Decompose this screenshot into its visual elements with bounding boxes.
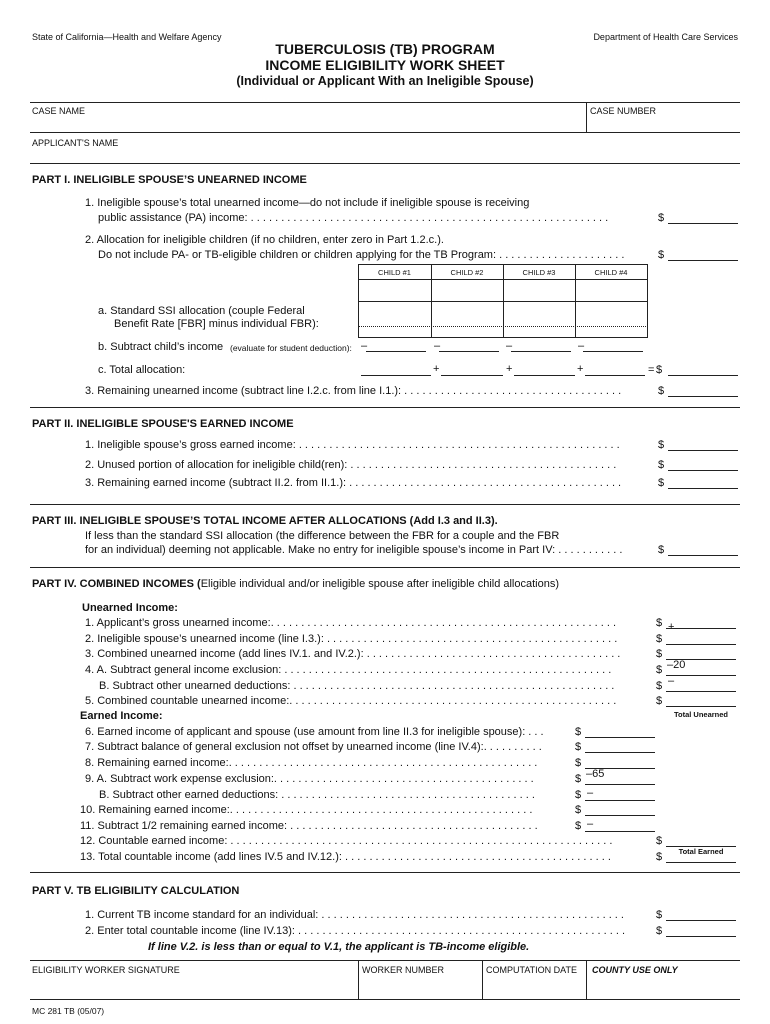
eligibility-note: If line V.2. is less than or equal to V.1, the applicant is TB-income eligible. [148,941,530,953]
part5-line1: 1. Current TB income standard for an individual: . . . . . . . . . . . . . . . . . . . . . . . . . . . . . . . . . . . . . . . . . . . . . . . . . . [85,909,624,921]
total-unearned-label: Total Unearned [673,710,729,719]
part2-line1-field[interactable] [668,450,738,451]
part3-line2: for an individual) deeming not applicable. Make no entry for ineligible spouse’s income in Part IV: . . . . . . . . . . . [85,544,623,556]
part1-line2-field[interactable] [668,260,738,261]
part1-total-allocation: c. Total allocation: [98,364,186,376]
county-use-only-label: COUNTY USE ONLY [592,965,678,975]
applicant-name-label: APPLICANT'S NAME [32,138,119,148]
part4-e7-field[interactable] [585,752,655,753]
unearned-income-heading: Unearned Income: [82,602,178,614]
part4-u1: 1. Applicant’s gross unearned income:. . . . . . . . . . . . . . . . . . . . . . . . . . . . . . . . . . . . . . . . . . . . . . . . . . . . . . . . . [85,617,617,629]
part4-u5-field[interactable] [666,706,736,707]
child2-income-field[interactable] [439,351,499,352]
part3-field[interactable] [668,555,738,556]
child3-income-field[interactable] [511,351,571,352]
part1-line1-field[interactable] [668,223,738,224]
part4-e9a: 9. A. Subtract work expense exclusion:. . . . . . . . . . . . . . . . . . . . . . . . . . . . . . . . . . . . . . . . . . . [85,773,534,785]
part1-subtract-child-income: b. Subtract child’s income [98,341,224,353]
case-number-label: CASE NUMBER [590,106,657,116]
part3-line1: If less than the standard SSI allocation (the difference between the FBR for a couple and the FBR [85,530,560,542]
case-name-label: CASE NAME [32,106,86,116]
general-exclusion-value: –20 [667,659,686,671]
part4-u5: 5. Combined countable unearned income:. . . . . . . . . . . . . . . . . . . . . . . . . . . . . . . . . . . . . . . . . . . . . . . . . . . . . . [85,695,617,707]
child4-header: CHILD #4 [594,268,628,277]
part2-line1: 1. Ineligible spouse’s gross earned income: . . . . . . . . . . . . . . . . . . . . . . . . . . . . . . . . . . . . . . . . . . . . . . . . . . . . . [85,439,620,451]
part4-e7: 7. Subtract balance of general exclusion not offset by unearned income (line IV.4):. . . . . . . . . . [85,741,542,753]
part1-title: PART I. INELIGIBLE SPOUSE’S UNEARNED INCOME [32,174,307,186]
part4-e6: 6. Earned income of applicant and spouse (use amount from line II.3 for ineligible spouse): . . . [85,726,544,738]
part4-e9b: B. Subtract other earned deductions: . . . . . . . . . . . . . . . . . . . . . . . . . . . . . . . . . . . . . . . . . . [99,789,535,801]
form-subtitle: (Individual or Applicant With an Ineligible Spouse) [236,74,534,88]
part2-line2-field[interactable] [668,470,738,471]
total-earned-label: Total Earned [678,847,724,856]
part1-line1a: 1. Ineligible spouse’s total unearned income—do not include if ineligible spouse is receiving [85,197,530,209]
part3-title: PART III. INELIGIBLE SPOUSE’S TOTAL INCOME AFTER ALLOCATIONS (Add I.3 and II.3). [32,515,498,527]
child2-total-field[interactable] [441,375,503,376]
part4-e13-field[interactable] [666,862,736,863]
part4-e13: 13. Total countable income (add lines IV.5 and IV.12.): . . . . . . . . . . . . . . . . . . . . . . . . . . . . . . . . . . . . . . . . . . . . [80,851,611,863]
part1-student-note: (evaluate for student deduction): [230,343,352,353]
child1-header: CHILD #1 [378,268,411,277]
part5-line2-field[interactable] [666,936,736,937]
part4-e10-field[interactable] [585,815,655,816]
form-title-1: TUBERCULOSIS (TB) PROGRAM [275,41,495,57]
part4-u4b-field[interactable] [666,691,736,692]
part4-e12: 12. Countable earned income: . . . . . . . . . . . . . . . . . . . . . . . . . . . . . . . . . . . . . . . . . . . . . . . . . . . . . . . . . . . . . . . [80,835,613,847]
worker-signature-field[interactable]: ELIGIBILITY WORKER SIGNATURE [32,965,180,975]
child3-header: CHILD #3 [522,268,556,277]
part1-std-alloc-1: a. Standard SSI allocation (couple Federal [98,305,305,317]
computation-date-field[interactable]: COMPUTATION DATE [486,965,577,975]
part4-u1-field[interactable] [666,628,736,629]
part4-u2-field[interactable] [666,644,736,645]
part1-std-alloc-2: Benefit Rate [FBR] minus individual FBR): [114,318,319,330]
part4-u2: 2. Ineligible spouse’s unearned income (line I.3.): . . . . . . . . . . . . . . . . . . . . . . . . . . . . . . . . . . . . . . . . . . . . . . . . [85,633,618,645]
part1-line2b: Do not include PA- or TB-eligible children or children applying for the TB Program: . . . . . . . . . . . . . . . . . . . . . [98,249,625,261]
part2-line3-field[interactable] [668,488,738,489]
part5-title: PART V. TB ELIGIBILITY CALCULATION [32,885,240,897]
child4-income-field[interactable] [583,351,643,352]
part4-u4a-field[interactable] [666,675,736,676]
part4-u4a: 4. A. Subtract general income exclusion: . . . . . . . . . . . . . . . . . . . . . . . . . . . . . . . . . . . . . . . . . . . . . . . . . . . . . . [85,664,612,676]
part1-total-allocation-field[interactable] [668,375,738,376]
part4-e11: 11. Subtract 1/2 remaining earned income: . . . . . . . . . . . . . . . . . . . . . . . . . . . . . . . . . . . . . . . . . [80,820,538,832]
part4-u4b: B. Subtract other unearned deductions: . . . . . . . . . . . . . . . . . . . . . . . . . . . . . . . . . . . . . . . . . . . . . . . . . . . . . [99,680,615,692]
child4-total-field[interactable] [585,375,645,376]
earned-income-heading: Earned Income: [80,710,163,722]
part2-line3: 3. Remaining earned income (subtract II.2. from II.1.): . . . . . . . . . . . . . . . . . . . . . . . . . . . . . . . . . . . . . . . . . . . . . [85,477,622,489]
part4-e11-field[interactable] [585,831,655,832]
form-title-2: INCOME ELIGIBILITY WORK SHEET [265,57,505,73]
form-id: MC 281 TB (05/07) [32,1006,105,1016]
part4-e10: 10. Remaining earned income:. . . . . . . . . . . . . . . . . . . . . . . . . . . . . . . . . . . . . . . . . . . . . . . . . . [80,804,533,816]
child3-total-field[interactable] [514,375,575,376]
worker-number-field[interactable]: WORKER NUMBER [362,965,445,975]
part2-title: PART II. INELIGIBLE SPOUSE'S EARNED INCOME [32,418,294,430]
part4-e8: 8. Remaining earned income:. . . . . . . . . . . . . . . . . . . . . . . . . . . . . . . . . . . . . . . . . . . . . . . . . . . [85,757,538,769]
part4-e6-field[interactable] [585,737,655,738]
part4-e9a-field[interactable] [585,784,655,785]
part5-line1-field[interactable] [666,920,736,921]
part2-line2: 2. Unused portion of allocation for ineligible child(ren): . . . . . . . . . . . . . . . . . . . . . . . . . . . . . . . . . . . . . . . . . . . . [85,459,617,471]
agency-label: State of California—Health and Welfare Agency [32,32,222,42]
part1-line2a: 2. Allocation for ineligible children (if no children, enter zero in Part 1.2.c.). [85,234,444,246]
child2-header: CHILD #2 [450,268,484,277]
part4-title: PART IV. COMBINED INCOMES (Eligible individual and/or ineligible spouse after ineligible child allocations) [32,578,560,590]
department-label: Department of Health Care Services [593,32,738,42]
child1-income-field[interactable] [366,351,426,352]
work-expense-value: –65 [586,768,605,780]
part1-line3-field[interactable] [668,396,738,397]
part1-line3: 3. Remaining unearned income (subtract line I.2.c. from line I.1.): . . . . . . . . . . . . . . . . . . . . . . . . . . . . . . . . . . . . [85,385,622,397]
part5-line2: 2. Enter total countable income (line IV.13): . . . . . . . . . . . . . . . . . . . . . . . . . . . . . . . . . . . . . . . . . . . . . . . . . . . . . . [85,925,626,937]
part4-u3: 3. Combined unearned income (add lines IV.1. and IV.2.): . . . . . . . . . . . . . . . . . . . . . . . . . . . . . . . . . . . . . . . . . . [85,648,621,660]
child1-total-field[interactable] [361,375,431,376]
part4-e9b-field[interactable] [585,800,655,801]
part1-line1b: public assistance (PA) income: . . . . . . . . . . . . . . . . . . . . . . . . . . . . . . . . . . . . . . . . . . . . . . . . . . . . . . . . . . . [98,212,609,224]
